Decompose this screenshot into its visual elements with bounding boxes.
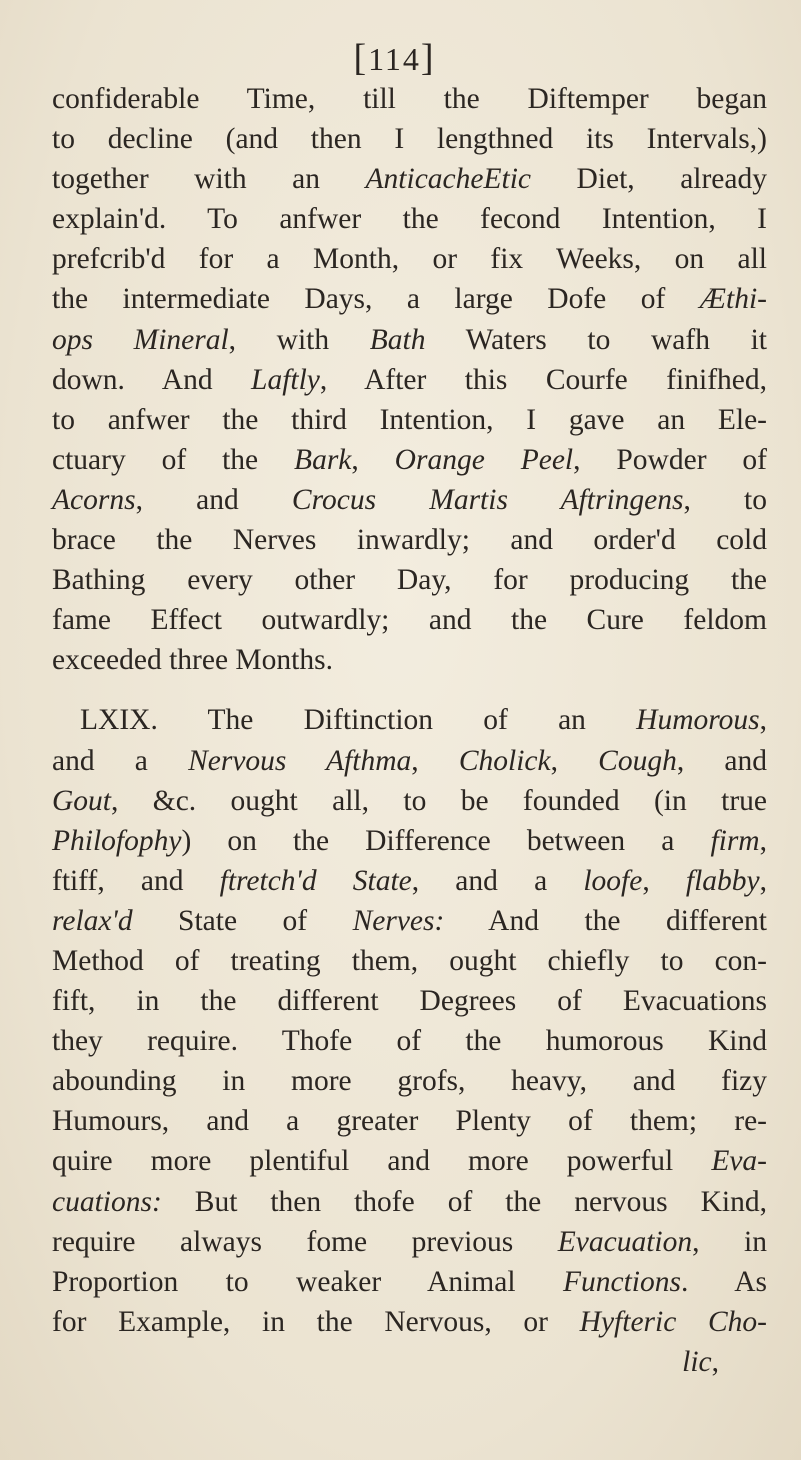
text-line xyxy=(52,79,767,119)
text-run: exceeded three Months. xyxy=(52,644,333,677)
italic-text: flabby xyxy=(685,864,760,897)
text-run: , xyxy=(759,824,767,857)
text-line xyxy=(52,741,767,781)
text-run: Proportion to weaker Animal xyxy=(52,1265,563,1298)
italic-text: ftretch'd State xyxy=(219,864,412,897)
italic-text: Evacuation xyxy=(557,1225,693,1258)
text-line xyxy=(52,480,767,520)
text-run: , and xyxy=(135,483,292,516)
text-line xyxy=(52,941,767,981)
text-line xyxy=(52,640,767,680)
italic-text: Acorns xyxy=(52,483,136,516)
text-run: ctuary of the xyxy=(52,443,295,476)
text-line xyxy=(52,520,767,560)
text-line xyxy=(52,600,767,640)
italic-text: Humorous xyxy=(636,704,760,737)
text-run: quire more plentiful and more powerful xyxy=(52,1145,712,1178)
text-run: , to xyxy=(683,483,767,516)
text-run: prefcrib'd for a Month, or fix Weeks, on all xyxy=(52,243,767,276)
text-run: , xyxy=(351,443,395,476)
text-run: , After this Courfe finifhed, xyxy=(319,363,767,396)
text-run: , xyxy=(711,1345,719,1378)
italic-text: Gout xyxy=(52,784,111,817)
italic-text: lic xyxy=(682,1345,712,1378)
italic-text: AnticacheEtic xyxy=(365,163,531,196)
text-run: , and xyxy=(676,744,767,777)
text-line xyxy=(52,700,767,740)
italic-text: loofe xyxy=(583,864,643,897)
text-line xyxy=(52,560,767,600)
text-run: , with xyxy=(228,323,370,356)
text-run: State of xyxy=(132,904,353,937)
text-run: fame Effect outwardly; and the Cure feldom xyxy=(52,604,767,637)
text-run: confiderable Time, till the Diftemper began xyxy=(52,83,767,115)
italic-text: cuations: xyxy=(52,1185,162,1218)
italic-text: Hyfteric Cho- xyxy=(579,1305,767,1338)
text-line xyxy=(52,199,767,239)
text-run: fift, in the different Degrees of Evacuations xyxy=(52,985,767,1018)
italic-text: Cough xyxy=(598,744,677,777)
text-run: to anfwer the third Intention, I gave an Ele- xyxy=(52,403,767,436)
text-run: they require. Thofe of the humorous Kind xyxy=(52,1025,767,1058)
page-number-value: 114 xyxy=(368,41,421,77)
text-run: require always fome previous xyxy=(52,1225,558,1258)
text-run: Bathing every other Day, for producing the xyxy=(52,564,767,597)
text-line xyxy=(52,821,767,861)
paragraph xyxy=(52,79,767,680)
italic-text: Eva- xyxy=(711,1145,767,1178)
text-line xyxy=(52,781,767,821)
text-run: , xyxy=(550,744,599,777)
text-line xyxy=(52,1101,767,1141)
text-run: Humours, and a greater Plenty of them; re- xyxy=(52,1105,767,1138)
italic-text: Philofophy xyxy=(52,824,182,857)
italic-text: ops Mineral xyxy=(52,323,229,356)
text-run: , xyxy=(759,704,767,737)
text-line xyxy=(52,239,767,279)
italic-text: Bath xyxy=(369,323,426,356)
page-number-bracket-close: ] xyxy=(420,37,436,79)
text-line xyxy=(52,279,767,319)
text-line xyxy=(52,1021,767,1061)
italic-text: Nervous Afthma xyxy=(188,744,412,777)
page-number xyxy=(22,38,767,79)
italic-text: firm xyxy=(710,824,760,857)
text-run: Method of treating them, ought chiefly to con- xyxy=(52,944,767,977)
book-page xyxy=(52,38,767,1382)
text-run: abounding in more grofs, heavy, and fizy xyxy=(52,1065,767,1098)
text-run: But then thofe of the nervous Kind, xyxy=(161,1185,767,1218)
text-run: And the different xyxy=(444,904,767,937)
body-text xyxy=(52,79,767,1382)
text-run: , &c. ought all, to be founded (in true xyxy=(111,784,767,817)
text-line xyxy=(52,1222,767,1262)
paragraph xyxy=(52,700,767,1342)
paragraph-gap xyxy=(52,680,767,700)
text-run: Diet, already xyxy=(530,163,767,196)
text-run: brace the Nerves inwardly; and order'd cold xyxy=(52,524,767,557)
italic-text: Bark xyxy=(294,443,352,476)
text-run: and a xyxy=(52,744,189,777)
text-line xyxy=(52,1262,767,1302)
text-run: to decline (and then I lengthned its Intervals,) xyxy=(52,123,767,156)
italic-text: Crocus Martis Aftringens xyxy=(291,483,684,516)
italic-text: Orange Peel xyxy=(394,443,574,476)
italic-text: Æthi- xyxy=(699,283,767,316)
text-run: , xyxy=(759,864,767,897)
text-run: ) on the Difference between a xyxy=(181,824,711,857)
text-line xyxy=(52,159,767,199)
text-line xyxy=(52,981,767,1021)
catchword xyxy=(52,1342,767,1382)
text-run: . As xyxy=(680,1265,767,1298)
italic-text: relax'd xyxy=(52,904,133,937)
page-number-bracket-open: [ xyxy=(353,37,369,79)
text-run: for Example, in the Nervous, or xyxy=(52,1305,580,1338)
text-line xyxy=(52,1141,767,1181)
text-line xyxy=(52,861,767,901)
text-line xyxy=(52,1182,767,1222)
text-run: ftiff, and xyxy=(52,864,220,897)
text-run: explain'd. To anfwer the fecond Intention, I xyxy=(52,203,767,236)
text-run: LXIX. The Diftinction of an xyxy=(80,704,637,737)
italic-text: Cholick xyxy=(458,744,551,777)
text-line xyxy=(52,1061,767,1101)
italic-text: Functions xyxy=(562,1265,681,1298)
text-line xyxy=(52,440,767,480)
text-run: down. And xyxy=(52,363,252,396)
text-line xyxy=(52,119,767,159)
text-run: , xyxy=(411,744,459,777)
text-run: , in xyxy=(692,1225,767,1258)
text-run: , and a xyxy=(411,864,584,897)
text-line xyxy=(52,901,767,941)
text-line xyxy=(52,400,767,440)
italic-text: Laftly xyxy=(251,363,320,396)
text-run: , xyxy=(642,864,686,897)
text-run: Waters to wafh it xyxy=(425,323,767,356)
text-run: the intermediate Days, a large Dofe of xyxy=(52,283,700,316)
text-line xyxy=(52,1302,767,1342)
text-run: , Powder of xyxy=(573,443,767,476)
text-run: together with an xyxy=(52,163,366,196)
italic-text: Nerves: xyxy=(352,904,445,937)
text-line xyxy=(52,320,767,360)
text-line xyxy=(52,360,767,400)
